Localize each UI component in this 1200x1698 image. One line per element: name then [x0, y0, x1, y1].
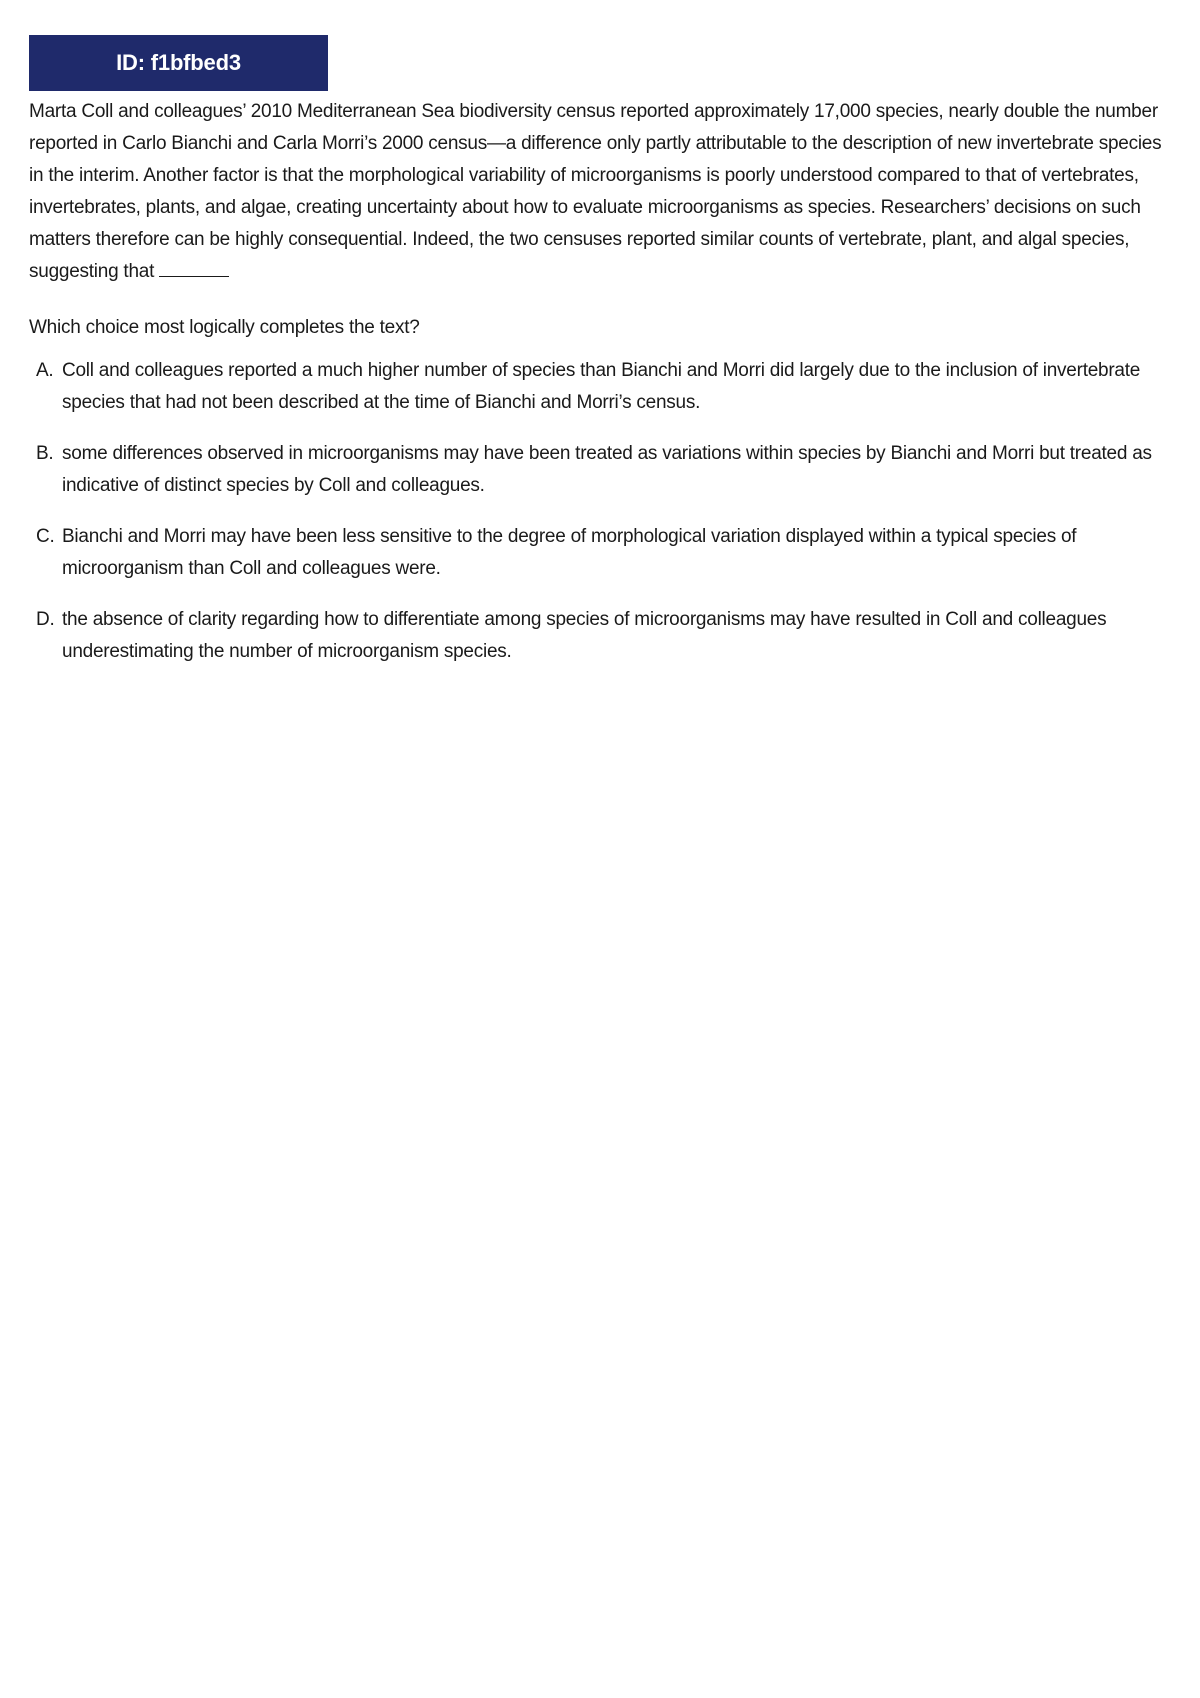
choice-letter: C. — [36, 526, 55, 547]
passage-text: Marta Coll and colleagues’ 2010 Mediterranean Sea biodiversity census reported approximately 17,000 species, nearly double the number reported in Carlo Bianchi and Carla Morri’s 2000 census—a difference only partly attributable to the description of new invertebrate species in the interim. Another factor is that the morphological variability of microorganisms is poorly understood compared to that of vertebrates, invertebrates, plants, and algae, creating uncertainty about how to evaluate microorganisms as species. Researchers’ decisions on such matters therefore can be highly consequential. Indeed, the two censuses reported similar counts of vertebrate, plant, and algal species, suggesting that — [29, 101, 1162, 282]
choice-text: Coll and colleagues reported a much higher number of species than Bianchi and Morri did largely due to the inclusion of invertebrate species that had not been described at the time of Bianchi and Morri’s census. — [62, 360, 1141, 413]
passage — [29, 96, 1171, 288]
choice-a[interactable] — [36, 355, 1171, 419]
choice-text: the absence of clarity regarding how to differentiate among species of microorganisms may have resulted in Coll and colleagues underestimating the number of microorganism species. — [62, 609, 1107, 662]
answer-choices — [29, 355, 1171, 668]
choice-c[interactable] — [36, 521, 1171, 585]
choice-text: Bianchi and Morri may have been less sensitive to the degree of morphological variation displayed within a typical species of microorganism than Coll and colleagues were. — [62, 526, 1077, 579]
answer-blank — [159, 258, 229, 277]
choice-letter: A. — [36, 360, 54, 381]
choice-letter: B. — [36, 443, 54, 464]
question-id-label: ID: f1bfbed3 — [116, 50, 241, 75]
choice-b[interactable] — [36, 438, 1171, 502]
question-prompt: Which choice most logically completes the text? — [29, 317, 420, 338]
question-page — [29, 35, 1171, 687]
choice-letter: D. — [36, 609, 55, 630]
question-id-badge — [29, 35, 328, 91]
choice-text: some differences observed in microorganisms may have been treated as variations within species by Bianchi and Morri but treated as indicative of distinct species by Coll and colleagues. — [62, 443, 1152, 496]
choice-d[interactable] — [36, 604, 1171, 668]
